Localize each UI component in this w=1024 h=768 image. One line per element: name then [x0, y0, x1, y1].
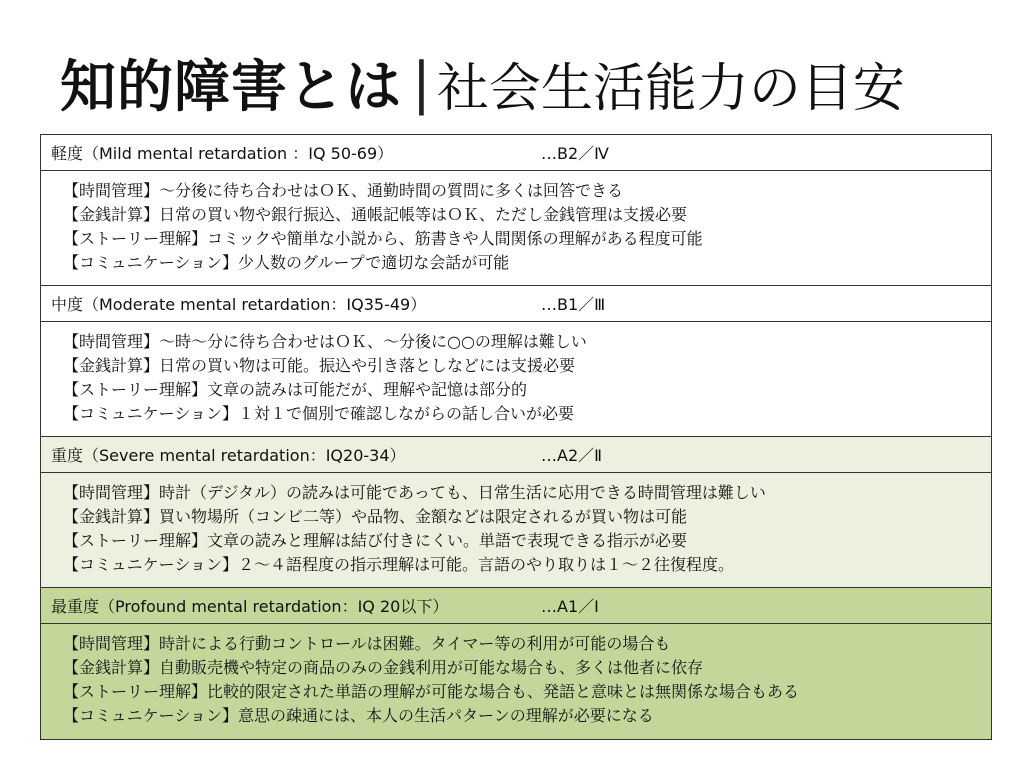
mild-money-calculation: 【金銭計算】日常の買い物や銀行振込、通帳記帳等はＯＫ、ただし金銭管理は支援必要	[63, 204, 688, 224]
title-separator: |	[412, 50, 431, 116]
moderate-grade: …B1／Ⅲ	[541, 294, 606, 314]
profound-time-management: 【時間管理】時計による行動コントロールは困難。タイマー等の利用が可能の場合も	[63, 633, 671, 653]
moderate-money-calculation: 【金銭計算】日常の買い物は可能。振込や引き落としなどには支援必要	[63, 355, 576, 375]
profound-label: 最重度（Profound mental retardation：IQ 20以下）	[51, 596, 449, 616]
mild-communication: 【コミュニケーション】少人数のグループで適切な会話が可能	[63, 252, 510, 272]
slide-title	[60, 38, 905, 128]
moderate-story-comprehension: 【ストーリー理解】文章の読みは可能だが、理解や記憶は部分的	[63, 379, 528, 399]
mild-time-management: 【時間管理】～分後に待ち合わせはＯＫ、通勤時間の質問に多くは回答できる	[63, 180, 624, 200]
severe-communication: 【コミュニケーション】２～４語程度の指示理解は可能。言語のやり取りは１～２往復程度。	[63, 554, 735, 574]
severe-time-management: 【時間管理】時計（デジタル）の読みは可能であっても、日常生活に応用できる時間管理は難しい	[63, 482, 766, 502]
severity-table	[40, 134, 992, 740]
moderate-header	[41, 286, 991, 322]
profound-story-comprehension: 【ストーリー理解】比較的限定された単語の理解が可能な場合も、発語と意味とは無関係な場合もある	[63, 681, 800, 701]
severe-details	[41, 473, 991, 588]
mild-story-comprehension: 【ストーリー理解】コミックや簡単な小説から、筋書きや人間関係の理解がある程度可能	[63, 228, 703, 248]
mild-header	[41, 135, 991, 171]
severe-label: 重度（Severe mental retardation：IQ20-34）	[51, 445, 406, 465]
moderate-details	[41, 322, 991, 437]
moderate-time-management: 【時間管理】～時～分に待ち合わせはＯＫ、～分後に○○の理解は難しい	[63, 331, 587, 351]
profound-money-calculation: 【金銭計算】自動販売機や特定の商品のみの金銭利用が可能な場合も、多くは他者に依存	[63, 657, 704, 677]
severe-header	[41, 437, 991, 473]
profound-grade: …A1／Ⅰ	[541, 596, 599, 616]
mild-details	[41, 171, 991, 286]
title-subtitle: 社会生活能力の目安	[436, 58, 905, 119]
title-main: 知的障害とは	[60, 55, 402, 120]
profound-communication: 【コミュニケーション】意思の疎通には、本人の生活パターンの理解が必要になる	[63, 705, 654, 725]
moderate-communication: 【コミュニケーション】１対１で個別で確認しながらの話し合いが必要	[63, 403, 575, 423]
profound-header	[41, 588, 991, 624]
moderate-label: 中度（Moderate mental retardation：IQ35-49）	[51, 294, 427, 314]
mild-label: 軽度（Mild mental retardation ：IQ 50-69）	[51, 143, 394, 163]
mild-grade: …B2／Ⅳ	[541, 143, 609, 163]
severe-story-comprehension: 【ストーリー理解】文章の読みと理解は結び付きにくい。単語で表現できる指示が必要	[63, 530, 688, 550]
severe-money-calculation: 【金銭計算】買い物場所（コンビ二等）や品物、金額などは限定されるが買い物は可能	[63, 506, 688, 526]
profound-details	[41, 624, 991, 739]
severe-grade: …A2／Ⅱ	[541, 445, 603, 465]
